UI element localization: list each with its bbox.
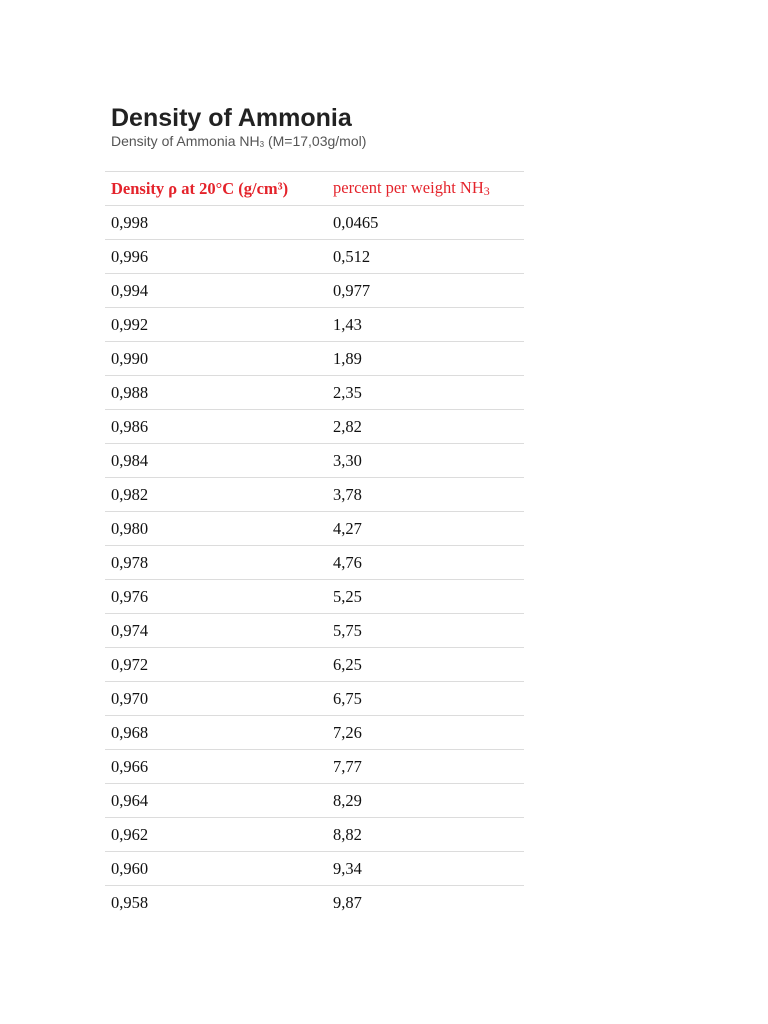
density-cell: 0,980	[105, 512, 327, 546]
density-cell: 0,990	[105, 342, 327, 376]
table-row	[105, 444, 524, 478]
density-cell: 0,988	[105, 376, 327, 410]
percent-cell: 5,25	[327, 580, 524, 614]
percent-cell: 6,75	[327, 682, 524, 716]
table-row	[105, 478, 524, 512]
density-cell: 0,996	[105, 240, 327, 274]
percent-cell: 3,78	[327, 478, 524, 512]
table-row	[105, 274, 524, 308]
table-row	[105, 614, 524, 648]
table-header	[105, 172, 524, 206]
percent-cell: 0,0465	[327, 206, 524, 240]
header-density: Density ρ at 20°C (g/cm³)	[105, 172, 327, 206]
table-row	[105, 308, 524, 342]
percent-cell: 0,977	[327, 274, 524, 308]
density-cell: 0,962	[105, 818, 327, 852]
page-title: Density of Ammonia	[111, 104, 352, 132]
table-row	[105, 716, 524, 750]
subtitle-suffix: (M=17,03g/mol)	[264, 133, 367, 149]
table-row	[105, 682, 524, 716]
density-cell: 0,966	[105, 750, 327, 784]
density-cell: 0,976	[105, 580, 327, 614]
percent-cell: 9,87	[327, 886, 524, 920]
header-percent-prefix: percent per weight NH	[333, 178, 484, 197]
density-cell: 0,964	[105, 784, 327, 818]
density-table	[105, 171, 524, 919]
header-percent-subscript: 3	[483, 184, 490, 198]
table-header-row	[105, 172, 524, 206]
density-cell: 0,986	[105, 410, 327, 444]
percent-cell: 7,26	[327, 716, 524, 750]
density-cell: 0,972	[105, 648, 327, 682]
table-row	[105, 342, 524, 376]
percent-cell: 1,89	[327, 342, 524, 376]
percent-cell: 8,82	[327, 818, 524, 852]
density-cell: 0,994	[105, 274, 327, 308]
density-cell: 0,968	[105, 716, 327, 750]
percent-cell: 0,512	[327, 240, 524, 274]
page-subtitle	[111, 132, 366, 154]
percent-cell: 4,76	[327, 546, 524, 580]
table-row	[105, 240, 524, 274]
subtitle-prefix: Density of Ammonia NH	[111, 133, 260, 149]
percent-cell: 2,35	[327, 376, 524, 410]
table-body	[105, 206, 524, 920]
table-row	[105, 852, 524, 886]
table-row	[105, 546, 524, 580]
density-cell: 0,970	[105, 682, 327, 716]
table-row	[105, 376, 524, 410]
density-cell: 0,978	[105, 546, 327, 580]
percent-cell: 1,43	[327, 308, 524, 342]
density-cell: 0,960	[105, 852, 327, 886]
table-row	[105, 648, 524, 682]
density-cell: 0,992	[105, 308, 327, 342]
percent-cell: 4,27	[327, 512, 524, 546]
density-cell: 0,984	[105, 444, 327, 478]
percent-cell: 3,30	[327, 444, 524, 478]
percent-cell: 7,77	[327, 750, 524, 784]
table-row	[105, 580, 524, 614]
table-row	[105, 750, 524, 784]
density-cell: 0,958	[105, 886, 327, 920]
density-cell: 0,998	[105, 206, 327, 240]
table-row	[105, 886, 524, 920]
header-percent	[327, 172, 524, 206]
percent-cell: 6,25	[327, 648, 524, 682]
density-cell: 0,982	[105, 478, 327, 512]
table-row	[105, 818, 524, 852]
table-row	[105, 410, 524, 444]
percent-cell: 2,82	[327, 410, 524, 444]
percent-cell: 5,75	[327, 614, 524, 648]
percent-cell: 8,29	[327, 784, 524, 818]
density-cell: 0,974	[105, 614, 327, 648]
subtitle-subscript: 3	[259, 140, 265, 149]
percent-cell: 9,34	[327, 852, 524, 886]
table-row	[105, 512, 524, 546]
table-row	[105, 206, 524, 240]
table-row	[105, 784, 524, 818]
